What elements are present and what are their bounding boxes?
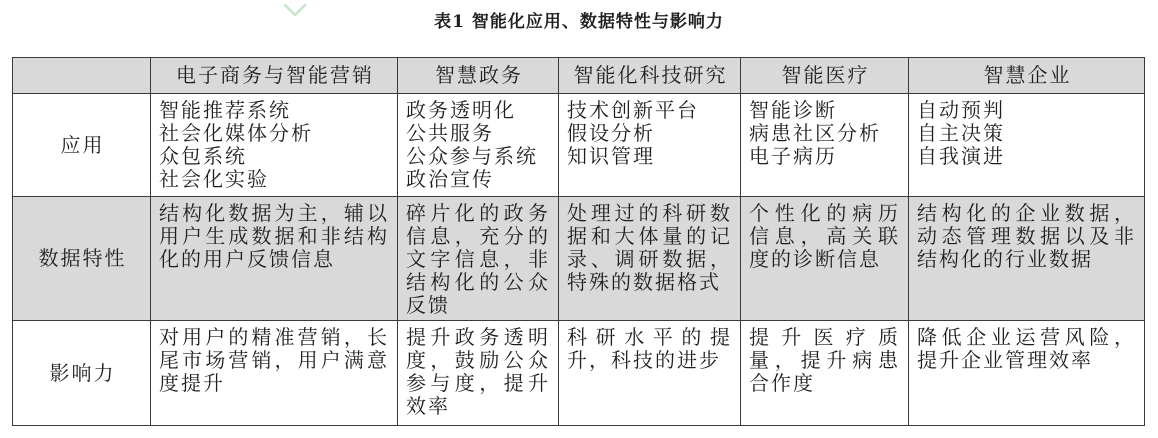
text-line: 文字信息，非 xyxy=(406,247,550,271)
list-item: 社会化实验 xyxy=(159,167,269,191)
text-line: 降低企业运营风险， xyxy=(917,325,1136,349)
text-line: 据和大体量的记 xyxy=(567,224,732,248)
column-header-smart-medical: 智能医疗 xyxy=(741,58,909,94)
text-line: 结构化的公众 xyxy=(406,270,550,294)
list-item: 公共服务 xyxy=(406,121,494,145)
row-header-application: 应用 xyxy=(13,94,151,197)
list-item: 假设分析 xyxy=(567,121,655,145)
table-cell-tech-research xyxy=(559,94,741,197)
table-caption: 表1 智能化应用、数据特性与影响力 xyxy=(434,12,724,32)
text-line: 个性化的病历 xyxy=(749,201,900,225)
table-row-application xyxy=(13,94,1145,197)
table-body xyxy=(13,94,1145,426)
text-line: 对用户的精准营销，长 xyxy=(159,325,389,349)
text-line: 化的用户反馈信息 xyxy=(159,247,335,271)
text-line: 度，鼓励公众 xyxy=(406,348,550,372)
text-line: 处理过的科研数 xyxy=(567,201,732,225)
list-item: 智能诊断 xyxy=(749,98,837,122)
table-row-impact xyxy=(13,321,1145,426)
text-line: 结构化数据为主，辅以 xyxy=(159,201,389,225)
header-row xyxy=(13,58,1145,94)
table-cell-smart-medical xyxy=(741,197,909,321)
text-line: 提升企业管理效率 xyxy=(917,348,1093,372)
row-header-data-features: 数据特性 xyxy=(13,197,151,321)
table-cell-tech-research xyxy=(559,321,741,426)
text-line: 碎片化的政务 xyxy=(406,201,550,225)
list-item: 病患社区分析 xyxy=(749,121,881,145)
list-item: 公众参与系统 xyxy=(406,144,538,168)
text-line: 特殊的数据格式 xyxy=(567,270,721,294)
table-cell-smart-medical xyxy=(741,94,909,197)
list-item: 智能推荐系统 xyxy=(159,98,291,122)
text-line: 度提升 xyxy=(159,371,225,395)
text-line: 尾市场营销，用户满意 xyxy=(159,348,389,372)
table-row-data-features xyxy=(13,197,1145,321)
text-line: 合作度 xyxy=(749,371,815,395)
text-line: 量，提升病患 xyxy=(749,348,900,372)
list-item: 政务透明化 xyxy=(406,98,516,122)
corner-cell xyxy=(13,58,151,94)
table-cell-tech-research xyxy=(559,197,741,321)
row-header-impact: 影响力 xyxy=(13,321,151,426)
table-cell-smart-enterprise xyxy=(909,321,1145,426)
list-item: 众包系统 xyxy=(159,144,247,168)
table-cell-e-government xyxy=(398,94,559,197)
table-cell-ecommerce xyxy=(151,321,398,426)
text-line: 结构化的企业数据， xyxy=(917,201,1136,225)
list-item: 社会化媒体分析 xyxy=(159,121,313,145)
list-item: 政治宣传 xyxy=(406,167,494,191)
text-line: 度的诊断信息 xyxy=(749,247,881,271)
table-header xyxy=(13,58,1145,94)
text-line: 升，科技的进步 xyxy=(567,348,721,372)
text-line: 效率 xyxy=(406,394,450,418)
column-header-smart-enterprise: 智慧企业 xyxy=(909,58,1145,94)
text-line: 科研水平的提 xyxy=(567,325,732,349)
list-item: 知识管理 xyxy=(567,144,655,168)
table-cell-ecommerce xyxy=(151,94,398,197)
column-header-e-government: 智慧政务 xyxy=(398,58,559,94)
text-line: 用户生成数据和非结构 xyxy=(159,224,389,248)
table-cell-smart-enterprise xyxy=(909,197,1145,321)
text-line: 参与度，提升 xyxy=(406,371,550,395)
text-line: 提升政务透明 xyxy=(406,325,550,349)
table-cell-smart-medical xyxy=(741,321,909,426)
column-header-tech-research: 智能化科技研究 xyxy=(559,58,741,94)
text-line: 动态管理数据以及非 xyxy=(917,224,1136,248)
text-line: 反馈 xyxy=(406,293,450,317)
table-cell-e-government xyxy=(398,197,559,321)
table-cell-smart-enterprise xyxy=(909,94,1145,197)
list-item: 电子病历 xyxy=(749,144,837,168)
text-line: 提升医疗质 xyxy=(749,325,900,349)
text-line: 信息，高关联 xyxy=(749,224,900,248)
list-item: 自我演进 xyxy=(917,144,1005,168)
table-cell-e-government xyxy=(398,321,559,426)
text-line: 结构化的行业数据 xyxy=(917,247,1093,271)
list-item: 自动预判 xyxy=(917,98,1005,122)
text-line: 录、调研数据， xyxy=(567,247,732,271)
table-cell-ecommerce xyxy=(151,197,398,321)
column-header-ecommerce: 电子商务与智能营销 xyxy=(151,58,398,94)
data-table xyxy=(12,57,1145,426)
list-item: 自主决策 xyxy=(917,121,1005,145)
text-line: 信息，充分的 xyxy=(406,224,550,248)
list-item: 技术创新平台 xyxy=(567,98,699,122)
